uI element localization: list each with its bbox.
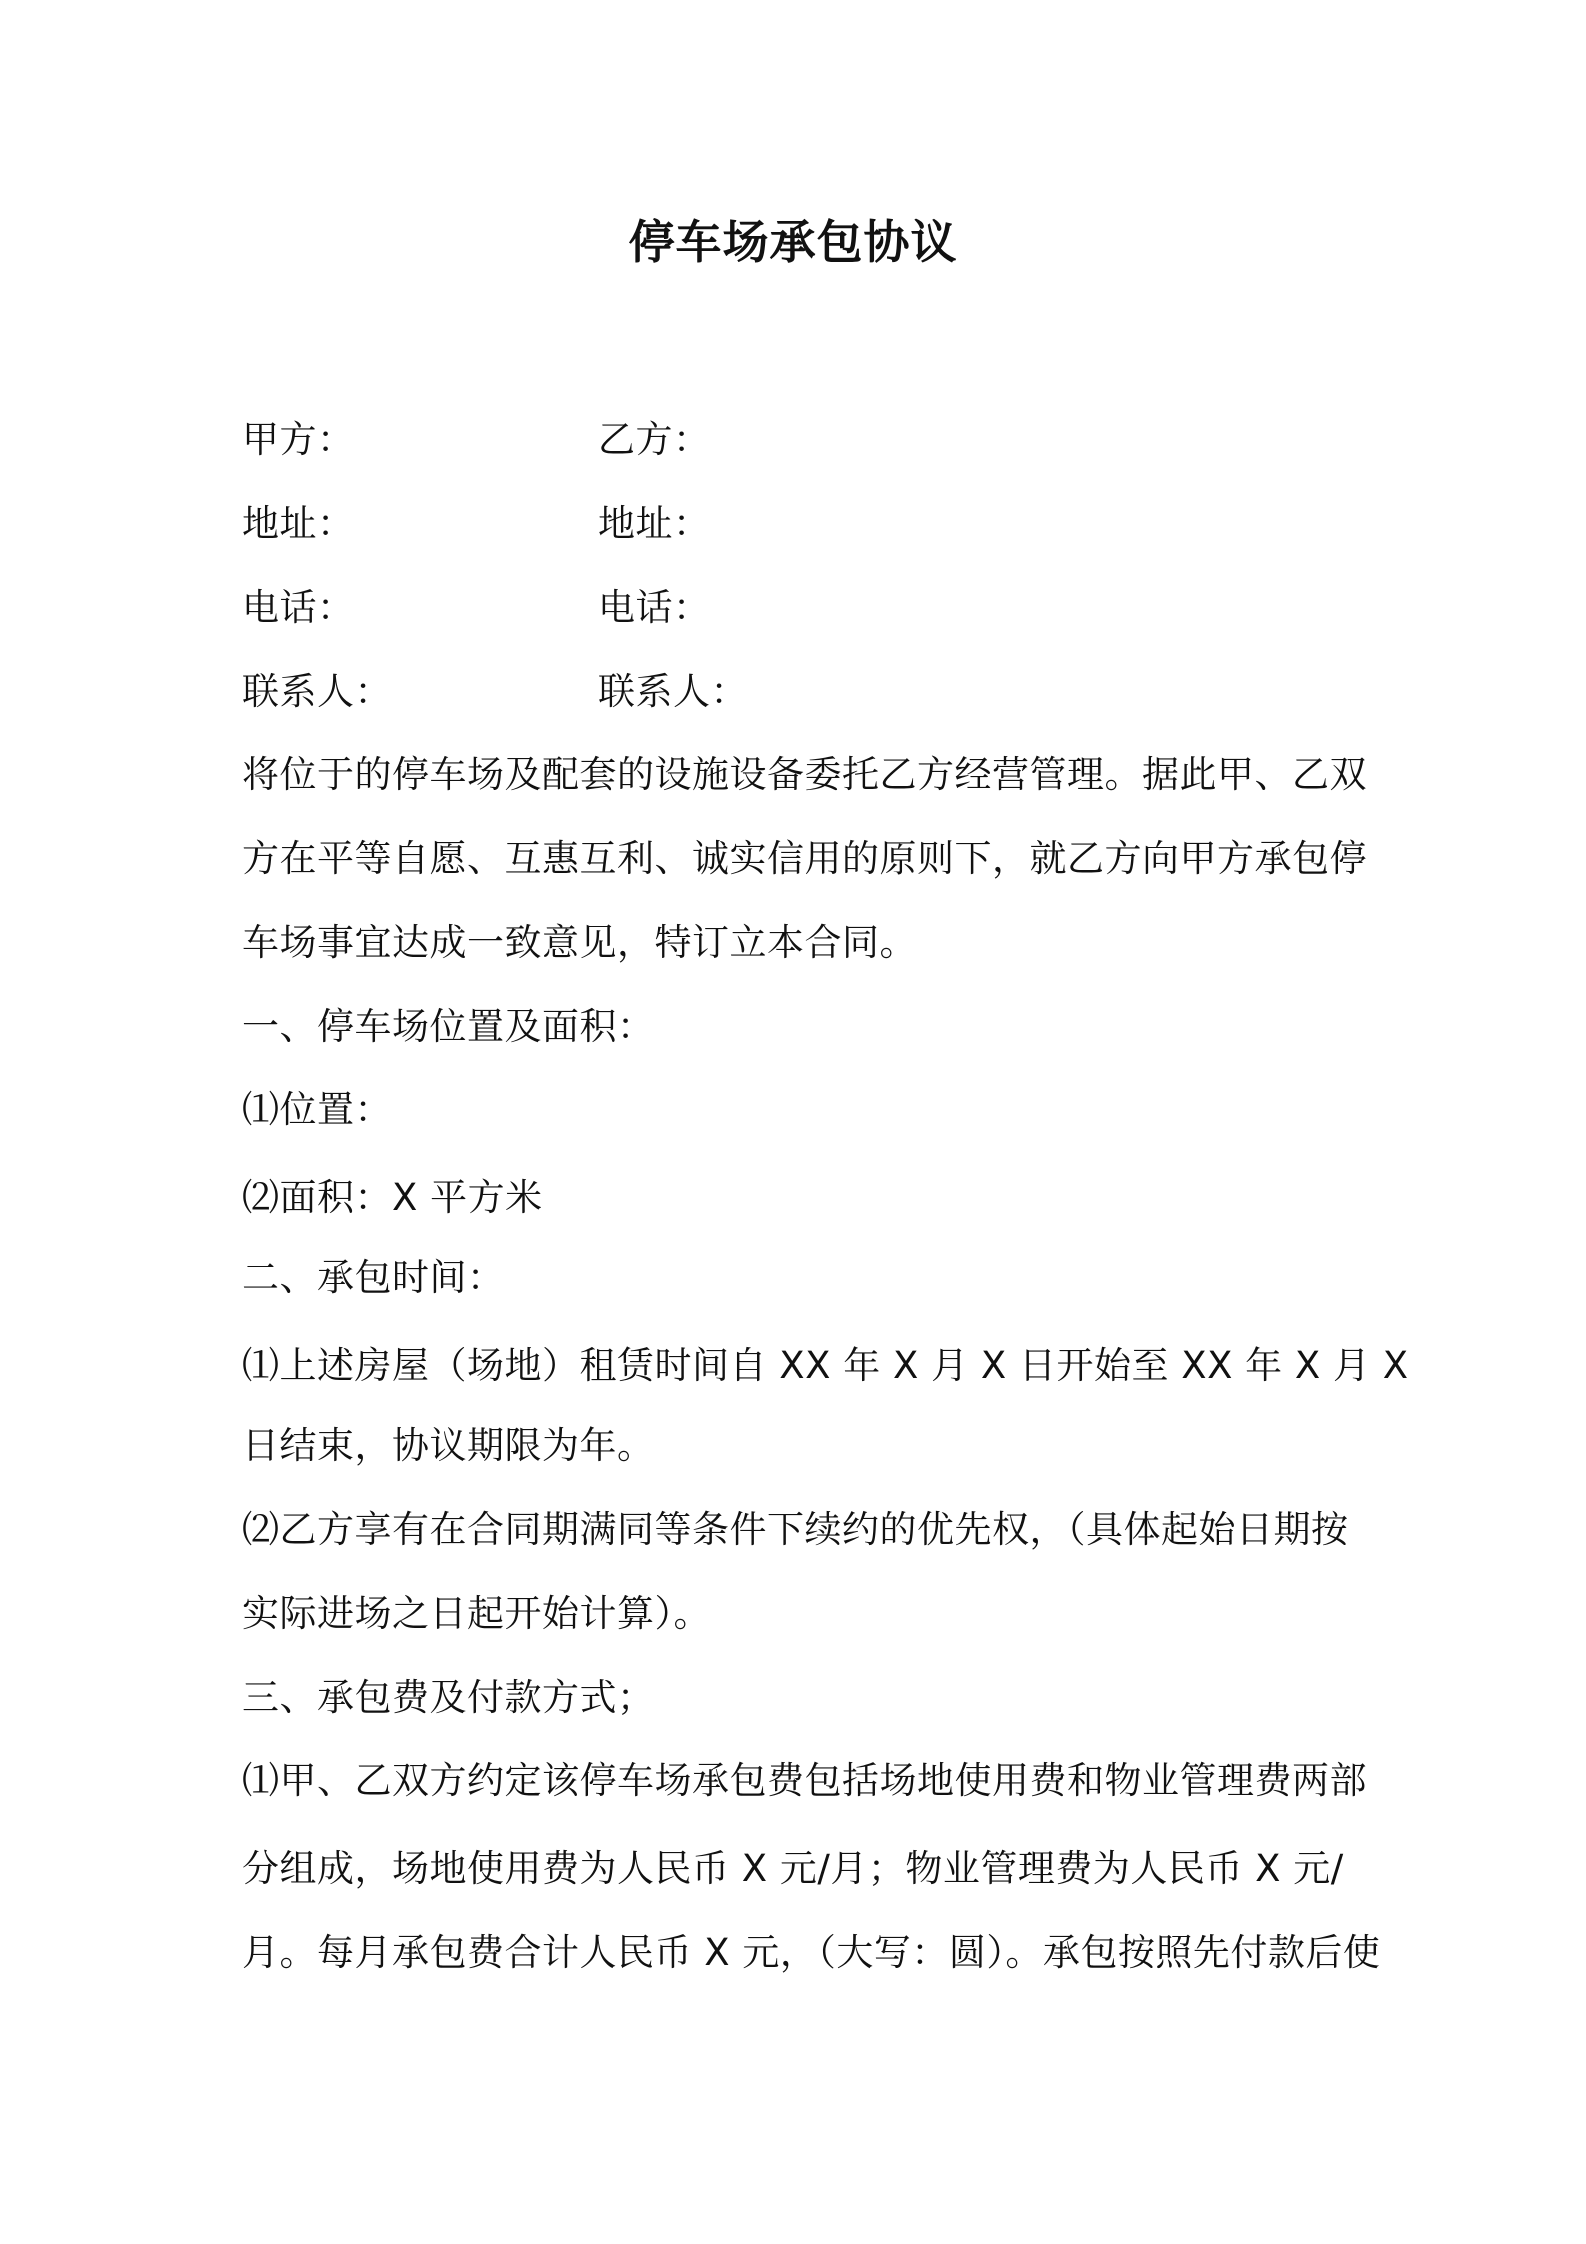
phone-a-label: 电话： (242, 586, 355, 629)
clause-item-continued: 月。每月承包费合计人民币 X 元，（大写：圆）。承包按照先付款后使 (242, 1931, 1381, 1974)
body-line: 方在平等自愿、互惠互利、诚实信用的原则下，就乙方向甲方承包停 (242, 837, 1367, 880)
phone-b-label: 电话： (598, 586, 711, 629)
clause-item: ⑴上述房屋（场地）租赁时间自 XX 年 X 月 X 日开始至 XX 年 X 月 X (242, 1344, 1409, 1387)
clause-item: ⑵乙方享有在合同期满同等条件下续约的优先权，（具体起始日期按 (242, 1508, 1349, 1551)
clause-item-continued: 实际进场之日起开始计算）。 (242, 1592, 711, 1635)
section-heading-2: 二、承包时间： (242, 1256, 505, 1299)
section-heading-1: 一、停车场位置及面积： (242, 1005, 655, 1048)
party-a-label: 甲方： (242, 418, 355, 461)
body-line: 将位于的停车场及配套的设施设备委托乙方经营管理。据此甲、乙双 (242, 753, 1367, 796)
clause-item-continued: 分组成，场地使用费为人民币 X 元/月；物业管理费为人民币 X 元/ (242, 1847, 1344, 1890)
clause-item: ⑴位置： (242, 1088, 392, 1131)
body-line: 车场事宜达成一致意见，特订立本合同。 (242, 921, 917, 964)
section-heading-3: 三、承包费及付款方式； (242, 1676, 655, 1719)
clause-item-continued: 日结束，协议期限为年。 (242, 1424, 655, 1467)
address-a-label: 地址： (242, 502, 355, 545)
address-b-label: 地址： (598, 502, 711, 545)
contact-b-label: 联系人： (598, 670, 748, 713)
contact-a-label: 联系人： (242, 670, 392, 713)
document-title: 停车场承包协议 (628, 215, 958, 269)
clause-item: ⑵面积：X 平方米 (242, 1176, 543, 1219)
party-b-label: 乙方： (598, 418, 711, 461)
clause-item: ⑴甲、乙双方约定该停车场承包费包括场地使用费和物业管理费两部 (242, 1759, 1367, 1802)
